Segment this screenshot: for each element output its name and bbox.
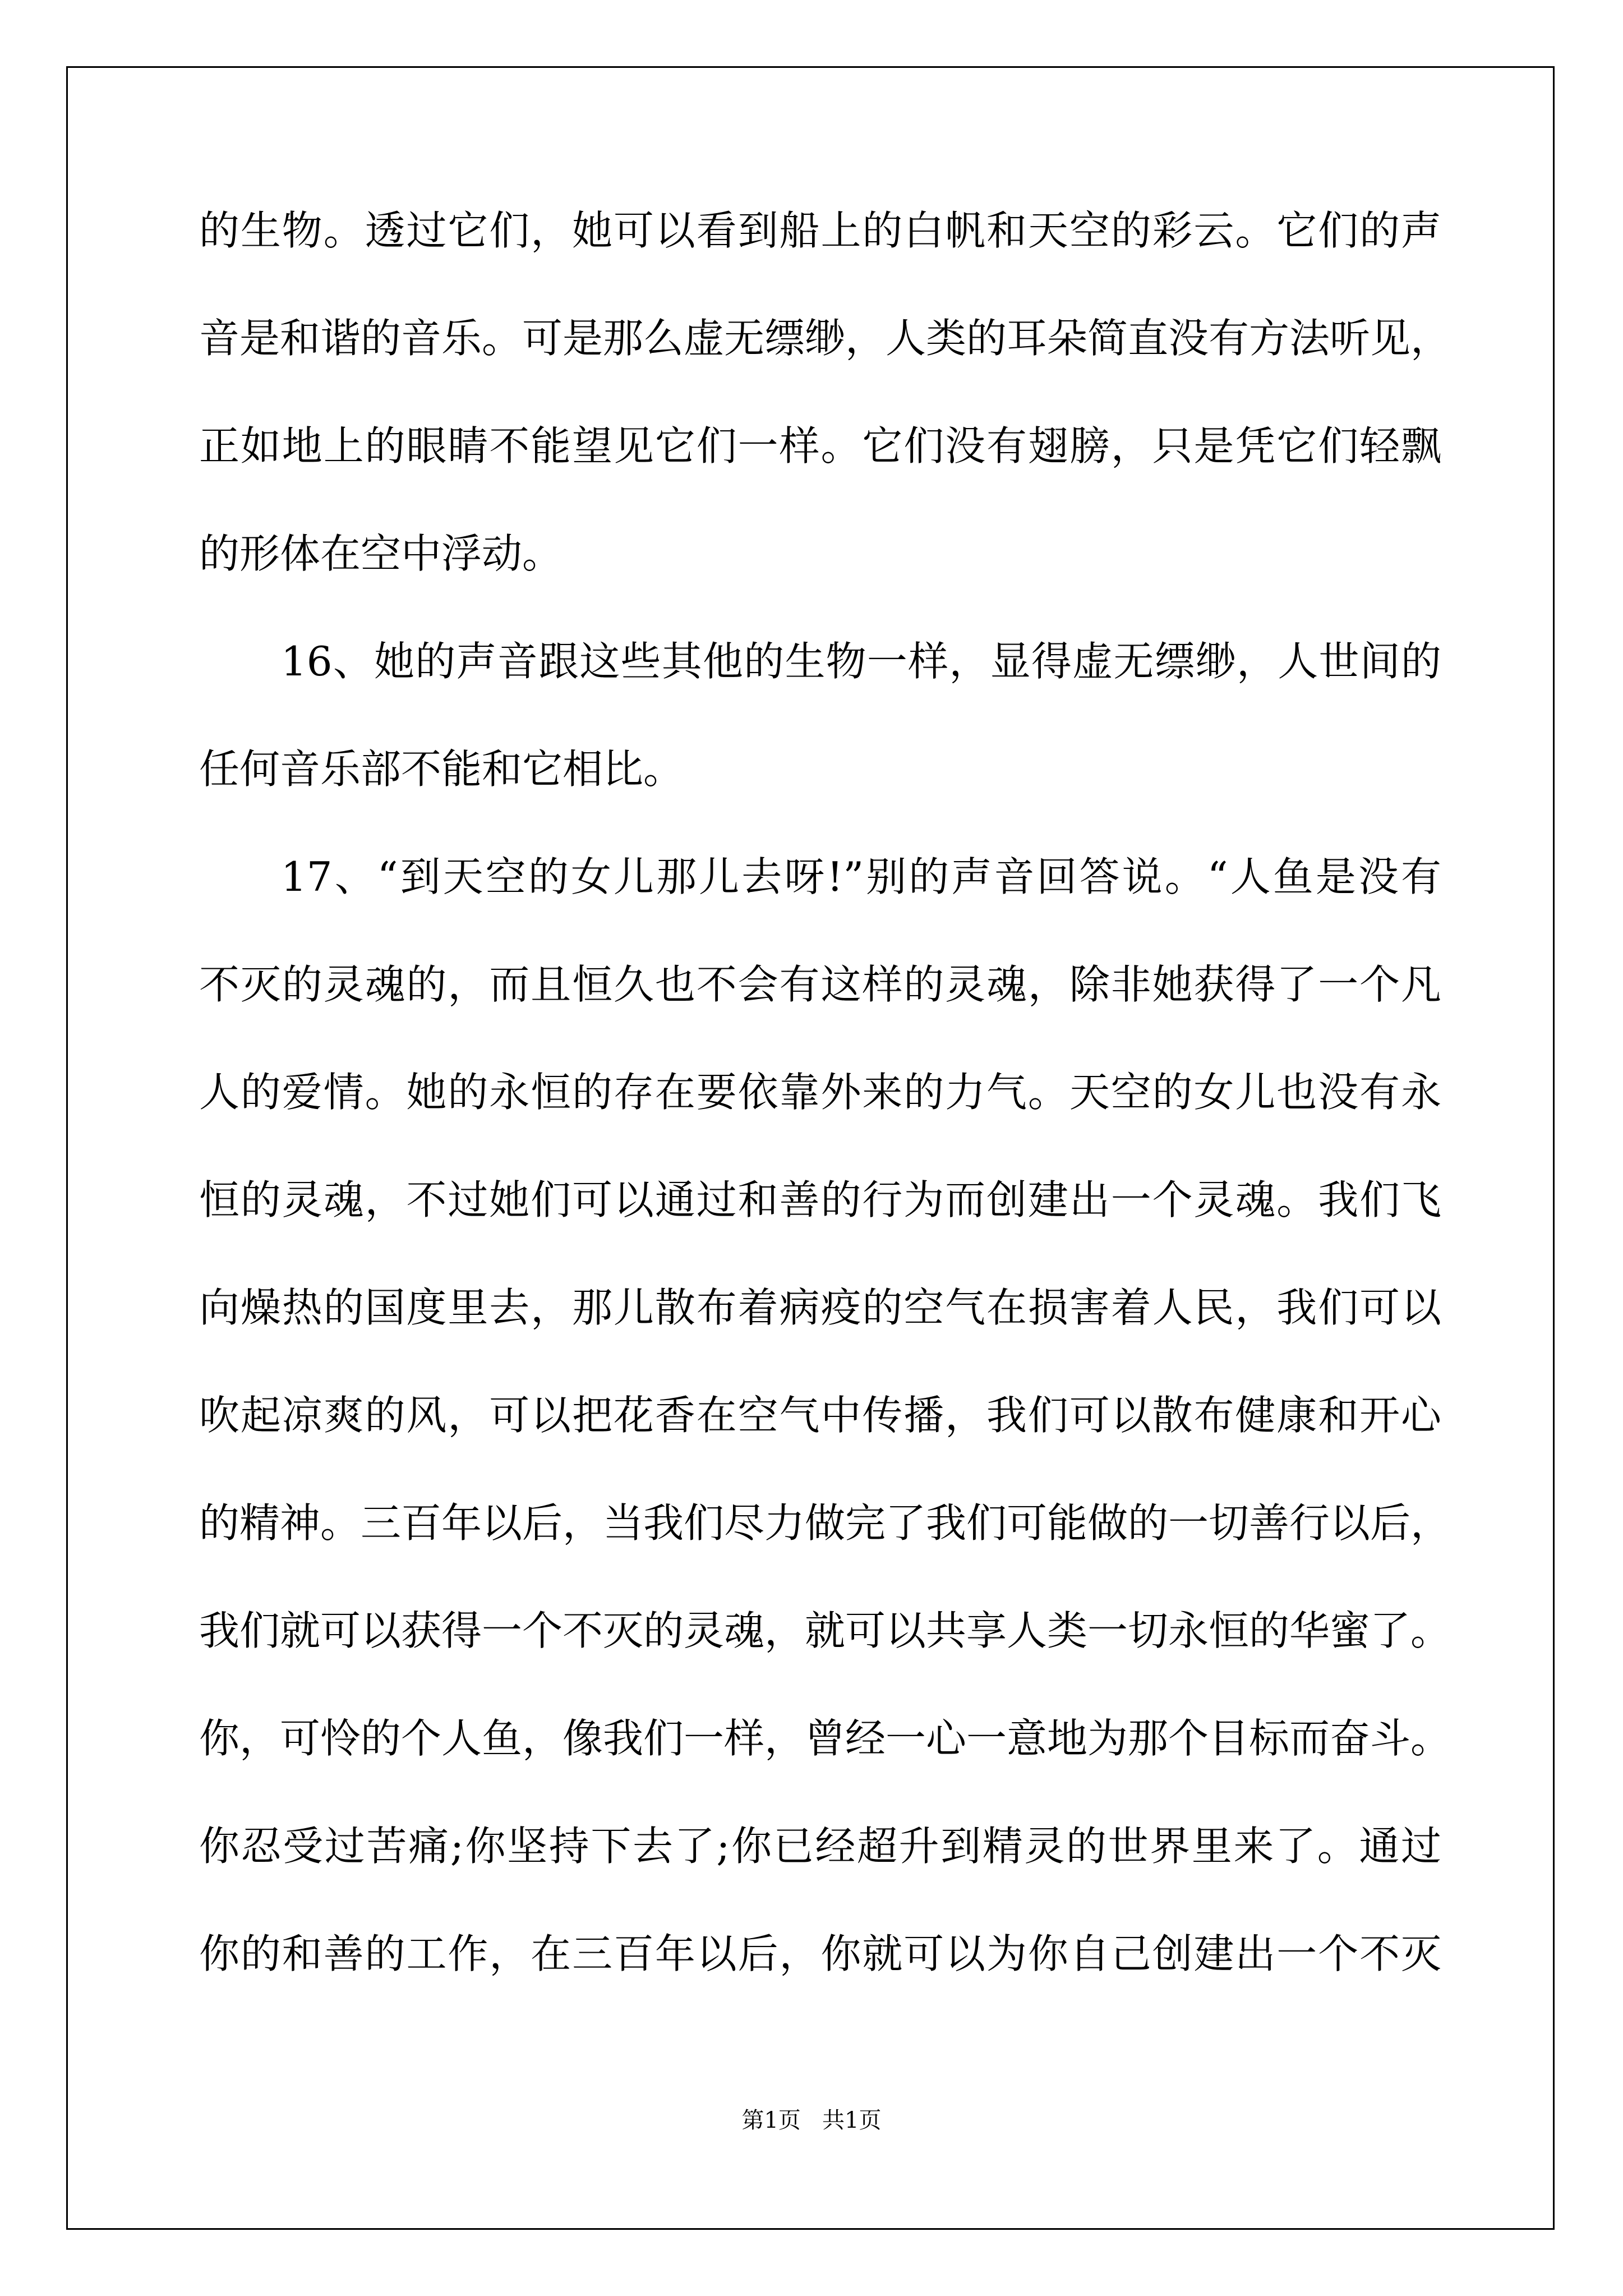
text-line: 吹起凉爽的风，可以把花香在空气中传播，我们可以散布健康和开心 xyxy=(199,1392,1441,1439)
text-line: 你忍受过苦痛;你坚持下去了;你已经超升到精灵的世界里来了。通过 xyxy=(199,1823,1441,1870)
text-line: 我们就可以获得一个不灭的灵魂，就可以共享人类一切永恒的华蜜了。 xyxy=(199,1607,1451,1654)
text-line: 正如地上的眼睛不能望见它们一样。它们没有翅膀，只是凭它们轻飘 xyxy=(199,422,1441,470)
text-line: 你，可怜的个人鱼，像我们一样，曾经一心一意地为那个目标而奋斗。 xyxy=(199,1715,1451,1762)
text-line: 恒的灵魂，不过她们可以通过和善的行为而创建出一个灵魂。我们飞 xyxy=(199,1176,1441,1223)
text-line: 的生物。透过它们，她可以看到船上的白帆和天空的彩云。它们的声 xyxy=(199,207,1441,254)
text-line: 音是和谐的音乐。可是那么虚无缥缈，人类的耳朵简直没有方法听见， xyxy=(199,315,1451,362)
text-line: 向燥热的国度里去，那儿散布着病疫的空气在损害着人民，我们可以 xyxy=(199,1284,1441,1331)
text-line: 17、“到天空的女儿那儿去呀!”别的声音回答说。“人鱼是没有 xyxy=(281,853,1441,900)
text-line: 人的爱情。她的永恒的存在要依靠外来的力气。天空的女儿也没有永 xyxy=(199,1069,1441,1116)
document-body xyxy=(199,207,1451,2041)
page-number-footer: 第1页 共1页 xyxy=(741,2108,882,2133)
text-line: 不灭的灵魂的，而且恒久也不会有这样的灵魂，除非她获得了一个凡 xyxy=(199,961,1441,1008)
text-line: 的精神。三百年以后，当我们尽力做完了我们可能做的一切善行以后， xyxy=(199,1499,1451,1547)
text-line: 的形体在空中浮动。 xyxy=(199,530,563,577)
text-line: 任何音乐部不能和它相比。 xyxy=(199,746,684,793)
text-line: 16、她的声音跟这些其他的生物一样，显得虚无缥缈，人世间的 xyxy=(281,638,1441,685)
text-line: 你的和善的工作，在三百年以后，你就可以为你自己创建出一个不灭 xyxy=(199,1930,1441,1977)
